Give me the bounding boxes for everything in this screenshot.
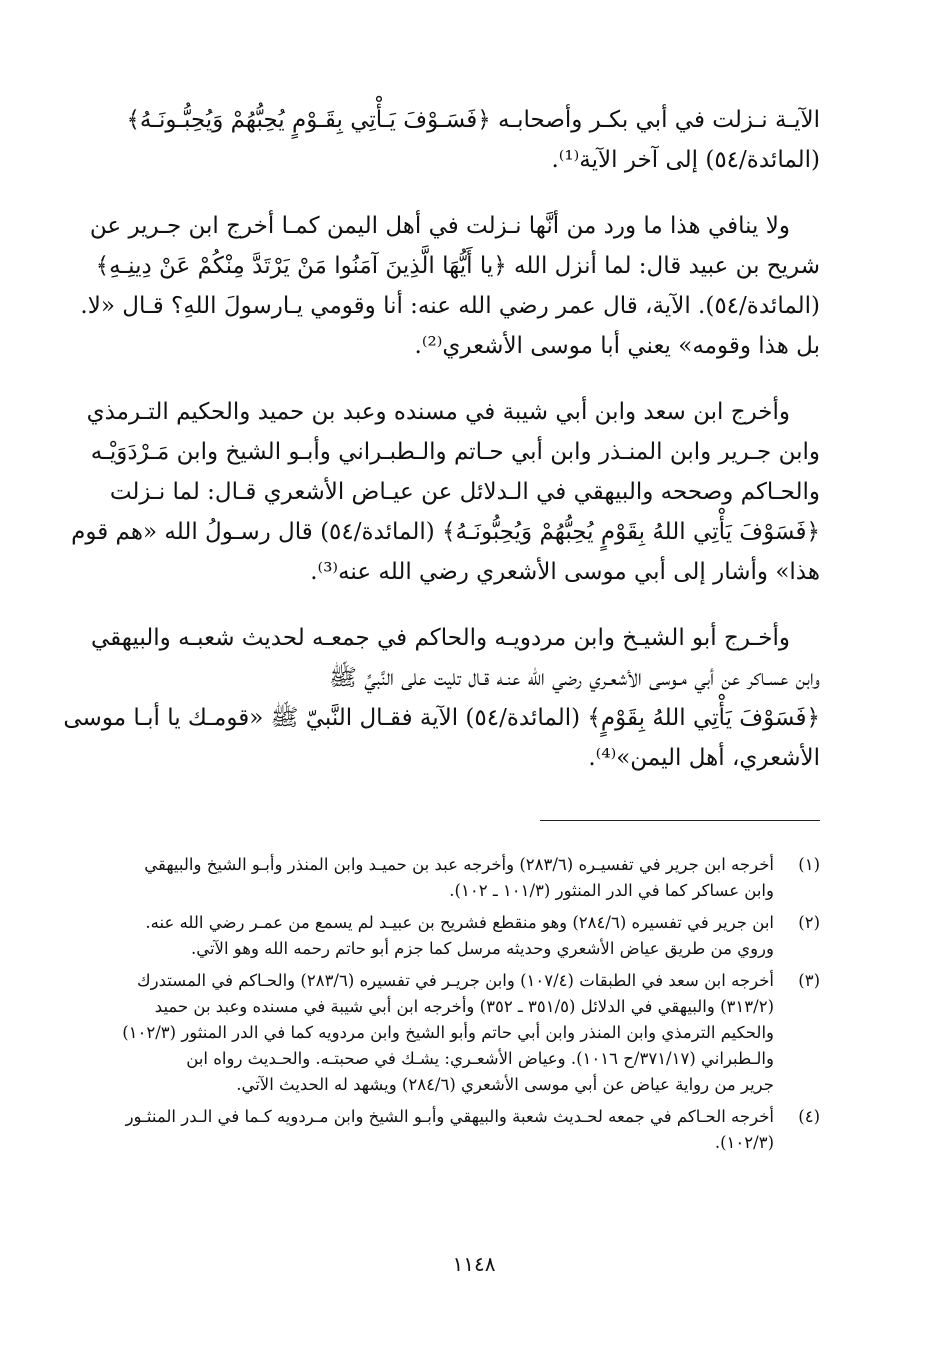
- text-line: (المائدة/٥٤). الآية، قال عمر رضي الله عنه: أنا وقومي يـارسولَ اللهِ؟ قـال «لا.: [80, 293, 820, 319]
- footnote-text: [112, 910, 774, 962]
- footnote: [112, 852, 820, 904]
- text-line: ﴿فَسَوْفَ يَأْتِي اللهُ بِقَوْمٍ﴾ (المائدة/٥٤) الآية فقـال النَّبيّ ﷺ «قومـك يا أبـا موسى: [63, 705, 820, 731]
- footnote: [112, 968, 820, 1098]
- text-line: الأشعري، أهل اليمن»⁽⁴⁾.: [588, 745, 820, 771]
- text-line: وابن عسـاكر عن أبي مـوسى الأشعـري رضي الله عنـه قـال تليت على النَّبيِّ ﷺ: [329, 665, 820, 691]
- footnote-line: وروي من طريق عياض الأشعري وحديثه مرسل كما جزم أبو حاتم رحمه الله وهو الآتي.: [190, 939, 774, 958]
- text-line: بل هذا وقومه» يعني أبا موسى الأشعري⁽²⁾.: [414, 333, 820, 359]
- text-line: الآيـة نـزلت في أبي بكـر وأصحابـه ﴿فَسَـوْفَ يَـأْتِي بِقَـوْمٍ يُحِبُّهُمْ وَيُحِبُّـونَـهُ﴾: [126, 107, 820, 133]
- footnote-number: (١): [798, 855, 820, 874]
- footnotes: [112, 852, 820, 1162]
- footnote-line: والـطبراني (٣٧١/١٧/ح ١٠١٦). وعياض الأشعـري: يشـك في صحبتـه. والحـديث رواه ابن: [186, 1049, 774, 1068]
- footnote-number: (٢): [798, 913, 820, 932]
- text-line: والحـاكم وصححه والبيهقي في الـدلائل عن عيـاض الأشعري قـال: لما نـزلت: [109, 479, 820, 505]
- text-line: هذا» وأشار إلى أبي موسى الأشعري رضي الله عنه⁽³⁾.: [310, 559, 820, 585]
- text-line: شريح بن عبيد قال: لما أنزل الله ﴿يا أَيُّهَا الَّذِينَ آمَنُوا مَنْ يَرْتَدَّ مِنْكُمْ عَنْ دِينِـهِ﴾: [95, 253, 820, 279]
- footnote-line: (٣١٣/٢) والبيهقي في الدلائل (٣٥١/٥ ـ ٣٥٢) وأخرجه ابن أبي شيبة في مسنده وعبد بن حميد: [154, 997, 774, 1016]
- footnote-line: أخرجه ابن سعد في الطبقات (١٠٧/٤) وابن جريـر في تفسيره (٢٨٣/٦) والحـاكم في المستدرك: [137, 971, 774, 990]
- footnote-line: ابن جرير في تفسيره (٢٨٤/٦) وهو منقطع فشريح بن عبيـد لم يسمع من عمـر رضي الله عنه.: [145, 913, 774, 932]
- footnote-text: [112, 968, 774, 1098]
- text-line: ولا ينافي هذا ما ورد من أنَّها نـزلت في أهل اليمن كمـا أخرج ابن جـرير عن: [89, 213, 790, 239]
- paragraph: [71, 392, 820, 592]
- paragraph: [112, 100, 820, 180]
- text-line: وأخرج ابن سعد وابن أبي شيبة في مسنده وعبد بن حميد والحكيم التـرمذي: [86, 399, 790, 425]
- footnote-divider: [540, 820, 820, 821]
- footnote-text: [112, 852, 774, 904]
- footnote-text: [112, 1104, 774, 1156]
- text-line: (المائدة/٥٤) إلى آخر الآية⁽¹⁾.: [551, 147, 820, 173]
- footnote-line: والحكيم الترمذي وابن المنذر وابن أبي حاتم وأبو الشيخ وابن مردويه كما في الدر المنثور (١٠٢/٣): [122, 1023, 774, 1042]
- page-number: ١١٤٨: [452, 1252, 496, 1276]
- text-line: وأخـرج أبو الشيـخ وابن مردويـه والحاكم في جمعـه لحديث شعبـه والبيهقي: [91, 625, 790, 651]
- footnote-number: (٤): [798, 1107, 820, 1126]
- main-text-block: [63, 100, 820, 804]
- paragraph: [63, 618, 820, 778]
- text-line: وابن جـرير وابن المنـذر وابن أبي حـاتم والـطبـراني وأبـو الشيخ وابن مَـرْدَوَيْـه: [90, 439, 820, 465]
- paragraph: [80, 206, 820, 366]
- footnote-line: وابن عساكر كما في الدر المنثور (١٠١/٣ ـ ١٠٢).: [449, 881, 774, 900]
- footnote-line: جرير من رواية عياض عن أبي موسى الأشعري (٢٨٤/٦) ويشهد له الحديث الآتي.: [236, 1075, 774, 1094]
- text-line: ﴿فَسَوْفَ يَأْتِي اللهُ بِقَوْمٍ يُحِبُّهُمْ وَيُحِبُّونَـهُ﴾ (المائدة/٥٤) قال رسـولُ الله «هم قوم: [71, 519, 820, 545]
- footnote: [112, 910, 820, 962]
- footnote-line: أخرجه ابن جرير في تفسيـره (٢٨٣/٦) وأخرجه عبد بن حميـد وابن المنذر وأبـو الشيخ والبيهقي: [144, 855, 774, 874]
- footnote: [112, 1104, 820, 1156]
- footnote-number: (٣): [798, 971, 820, 990]
- footnote-line: أخرجه الحـاكم في جمعه لحـديث شعبة والبيهقي وأبـو الشيخ وابن مـردويه كـما في الـدر المنثـور: [125, 1107, 774, 1126]
- footnote-line: (١٠٢/٣).: [714, 1133, 774, 1152]
